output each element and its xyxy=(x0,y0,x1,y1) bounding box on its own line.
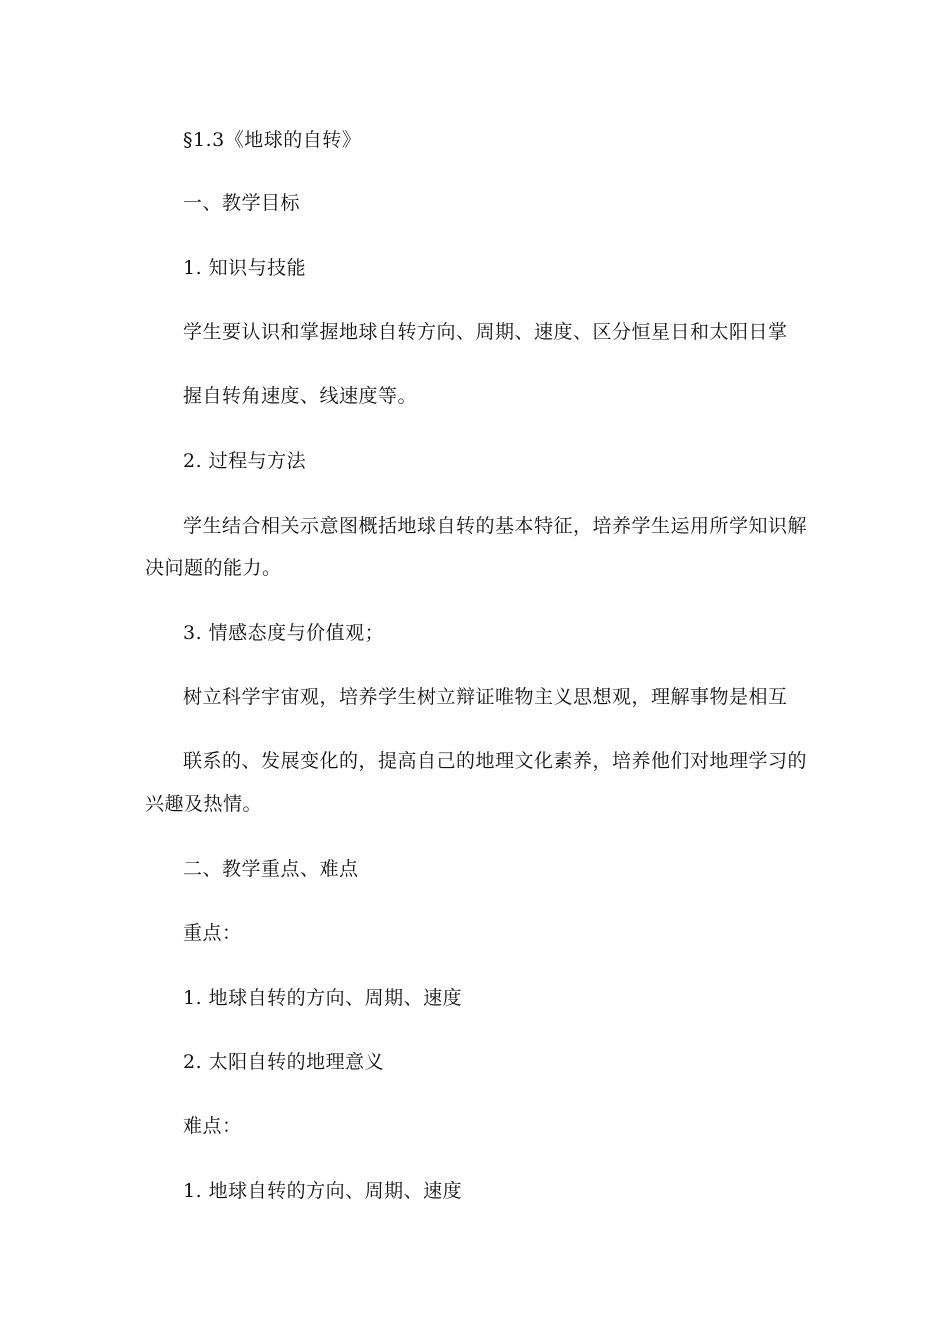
section-heading-objectives: 一、教学目标 xyxy=(183,192,301,214)
list-item: 2. 太阳自转的地理意义 xyxy=(183,1051,385,1073)
paragraph-line: 决问题的能力。 xyxy=(145,557,282,579)
paragraph-line: 联系的、发展变化的，提高自己的地理文化素养，培养他们对地理学习的 xyxy=(183,750,808,772)
list-item: 1. 地球自转的方向、周期、速度 xyxy=(183,987,463,1009)
section-heading-key-points: 二、教学重点、难点 xyxy=(183,858,359,880)
paragraph-line: 握自转角速度、线速度等。 xyxy=(183,385,418,407)
subheading-knowledge-skills: 1. 知识与技能 xyxy=(183,257,307,279)
paragraph-line: 树立科学宇宙观，培养学生树立辩证唯物主义思想观，理解事物是相互 xyxy=(183,686,788,708)
key-points-label: 重点： xyxy=(183,922,242,944)
document-title: §1.3《地球的自转》 xyxy=(183,129,362,151)
difficult-points-label: 难点： xyxy=(183,1115,242,1137)
subheading-process-methods: 2. 过程与方法 xyxy=(183,450,307,472)
paragraph-line: 学生要认识和掌握地球自转方向、周期、速度、区分恒星日和太阳日掌 xyxy=(183,321,788,343)
list-item: 1. 地球自转的方向、周期、速度 xyxy=(183,1180,463,1202)
subheading-attitudes-values: 3. 情感态度与价值观； xyxy=(183,622,385,644)
paragraph-line: 兴趣及热情。 xyxy=(145,793,263,815)
paragraph-line: 学生结合相关示意图概括地球自转的基本特征，培养学生运用所学知识解 xyxy=(183,515,808,537)
